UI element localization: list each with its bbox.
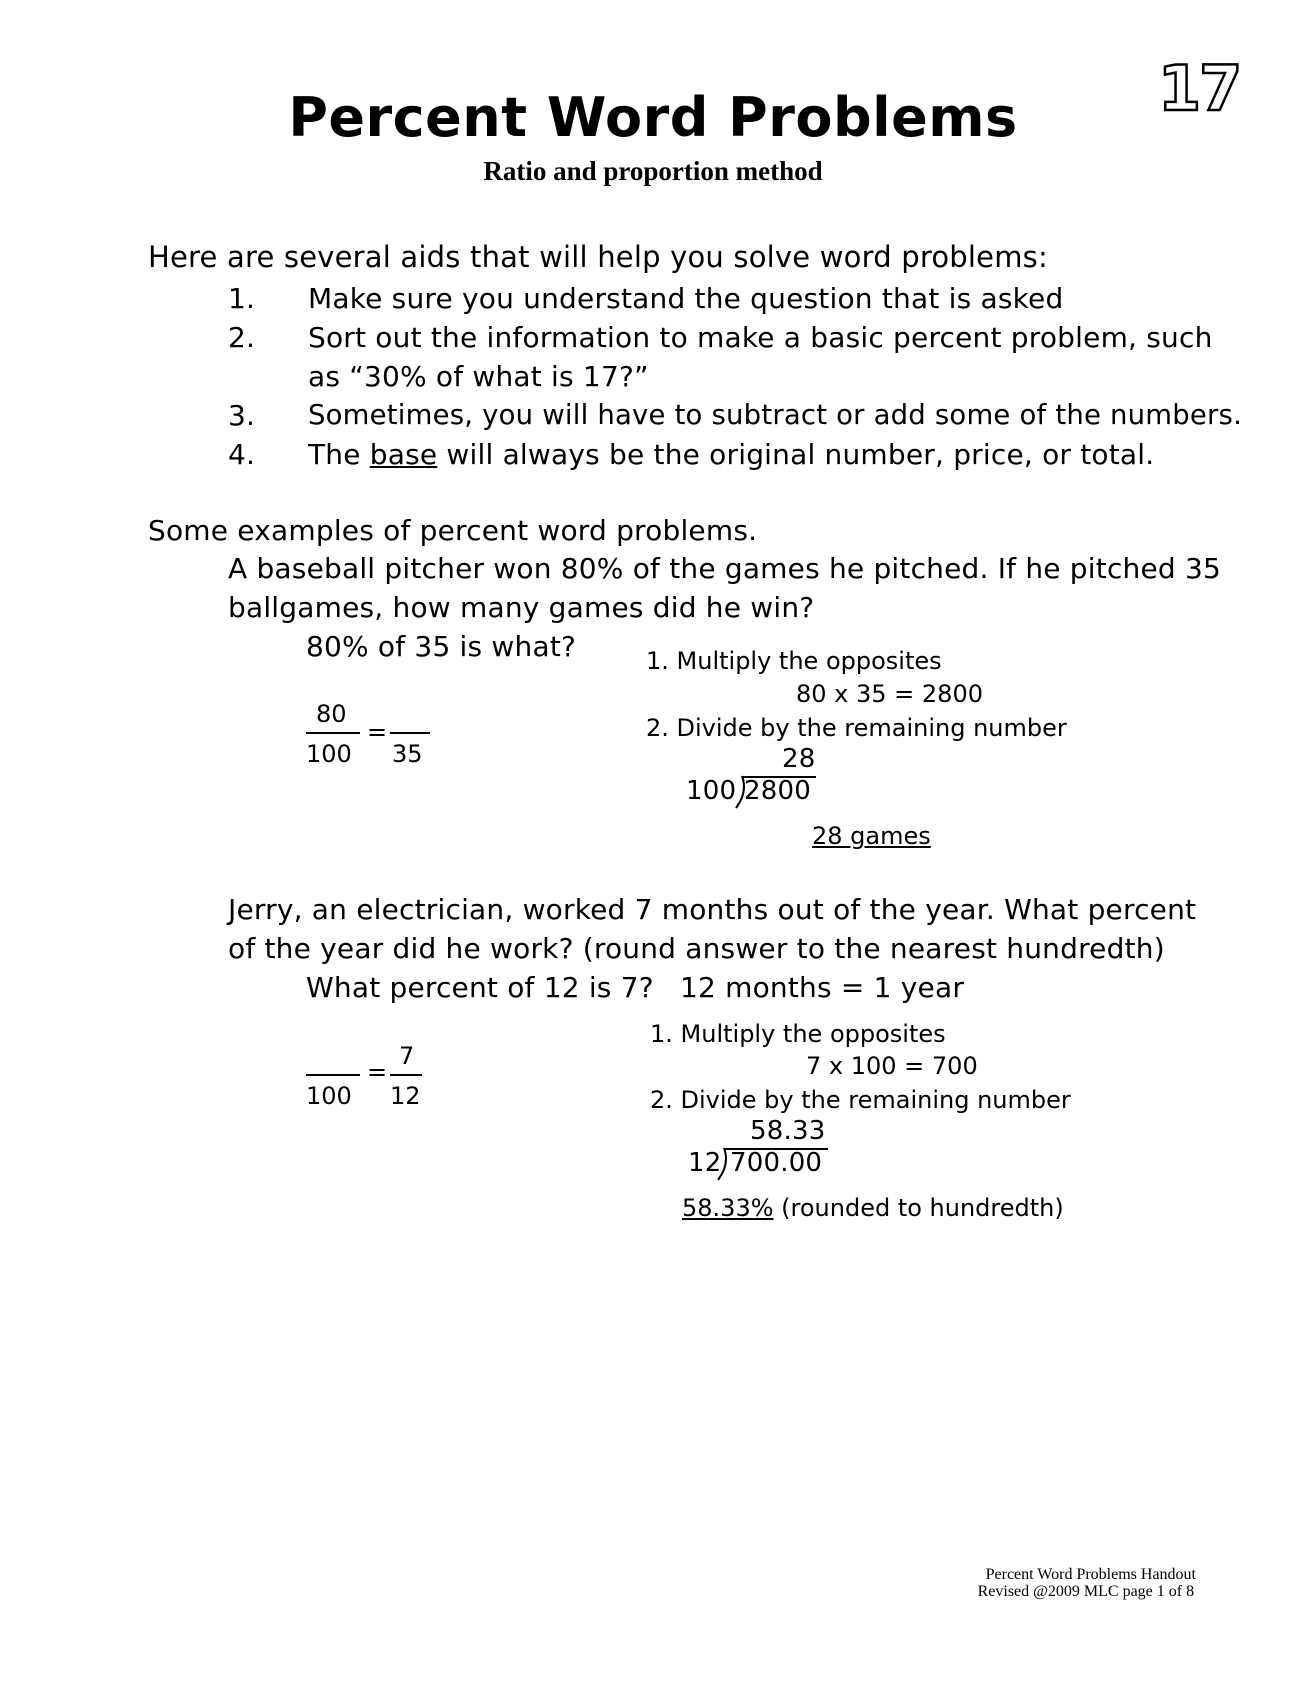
- example1-answer: 28 games: [812, 822, 931, 850]
- example1-quotient: 28: [782, 744, 816, 774]
- example2-step2: 2. Divide by the remaining number: [650, 1086, 1071, 1114]
- example2-note: 12 months = 1 year: [680, 971, 965, 1004]
- page-number: 17: [1158, 52, 1241, 125]
- footer: [978, 1566, 1196, 1600]
- example2-right-denominator: 12: [390, 1082, 421, 1110]
- aid-text-4-after: will always be the original number, price, or total.: [437, 438, 1155, 471]
- example1-problem-line-1: A baseball pitcher won 80% of the games he pitched. If he pitched 35: [228, 552, 1222, 585]
- example2-left-fraction-bar: [306, 1074, 360, 1076]
- example1-step1: 1. Multiply the opposites: [646, 647, 942, 675]
- example1-dividend: 2800: [744, 776, 811, 806]
- footer-line-1: Percent Word Problems Handout: [985, 1566, 1196, 1583]
- example2-step1-calc: 7 x 100 = 700: [806, 1052, 978, 1080]
- example2-right-fraction-bar: [390, 1074, 422, 1076]
- aid-text-4: [308, 438, 1154, 471]
- aid-text-4-before: The: [308, 438, 370, 471]
- example1-question: 80% of 35 is what?: [306, 630, 577, 663]
- example1-equals: =: [367, 718, 388, 746]
- page-title: Percent Word Problems: [288, 86, 1018, 149]
- example2-right-numerator: 7: [399, 1042, 415, 1070]
- aid-text-3: Sometimes, you will have to subtract or add some of the numbers.: [308, 399, 1243, 431]
- example2-answer: 58.33%: [682, 1194, 774, 1222]
- example1-right-fraction-bar: [390, 732, 430, 734]
- example1-problem-line-2: ballgames, how many games did he win?: [228, 591, 815, 624]
- aid-number-1: 1.: [228, 282, 256, 315]
- example2-question: What percent of 12 is 7?: [306, 971, 654, 1004]
- aid-text-1: Make sure you understand the question that is asked: [308, 282, 1064, 315]
- example1-left-fraction-bar: [306, 732, 360, 734]
- example2-answer-note: (rounded to hundredth): [773, 1194, 1064, 1222]
- example1-divisor: 100: [686, 776, 737, 806]
- aid-text-2-line-2: as “30% of what is 17?”: [308, 360, 649, 393]
- example1-left-denominator: 100: [306, 740, 352, 768]
- intro-text: Here are several aids that will help you solve word problems:: [148, 240, 1048, 274]
- example2-equals: =: [367, 1058, 388, 1086]
- aid-number-2: 2.: [228, 321, 256, 354]
- example2-problem-line-2: of the year did he work? (round answer to the nearest hundredth): [228, 932, 1165, 965]
- example2-left-denominator: 100: [306, 1082, 352, 1110]
- examples-heading: Some examples of percent word problems.: [148, 514, 758, 547]
- example1-right-denominator: 35: [392, 740, 423, 768]
- example1-left-numerator: 80: [316, 700, 347, 728]
- page-subtitle: Ratio and proportion method: [483, 156, 823, 186]
- aid-text-2-line-1: Sort out the information to make a basic percent problem, such: [308, 321, 1213, 354]
- example2-step1: 1. Multiply the opposites: [650, 1020, 946, 1048]
- example2-answer-line: [682, 1194, 1064, 1222]
- aid-text-4-underlined-base: base: [369, 438, 438, 471]
- example2-problem-line-1: Jerry, an electrician, worked 7 months out of the year. What percent: [228, 893, 1197, 926]
- example2-quotient: 58.33: [750, 1116, 826, 1146]
- aid-number-4: 4.: [228, 438, 256, 471]
- example1-step2: 2. Divide by the remaining number: [646, 714, 1067, 742]
- example2-dividend: 700.00: [730, 1148, 823, 1178]
- example2-division-bracket: [716, 1146, 728, 1182]
- footer-line-2: Revised @2009 MLC page 1 of 8: [977, 1583, 1195, 1600]
- example2-divisor: 12: [688, 1148, 722, 1178]
- example1-step1-calc: 80 x 35 = 2800: [796, 680, 983, 708]
- aid-number-3: 3.: [228, 399, 256, 432]
